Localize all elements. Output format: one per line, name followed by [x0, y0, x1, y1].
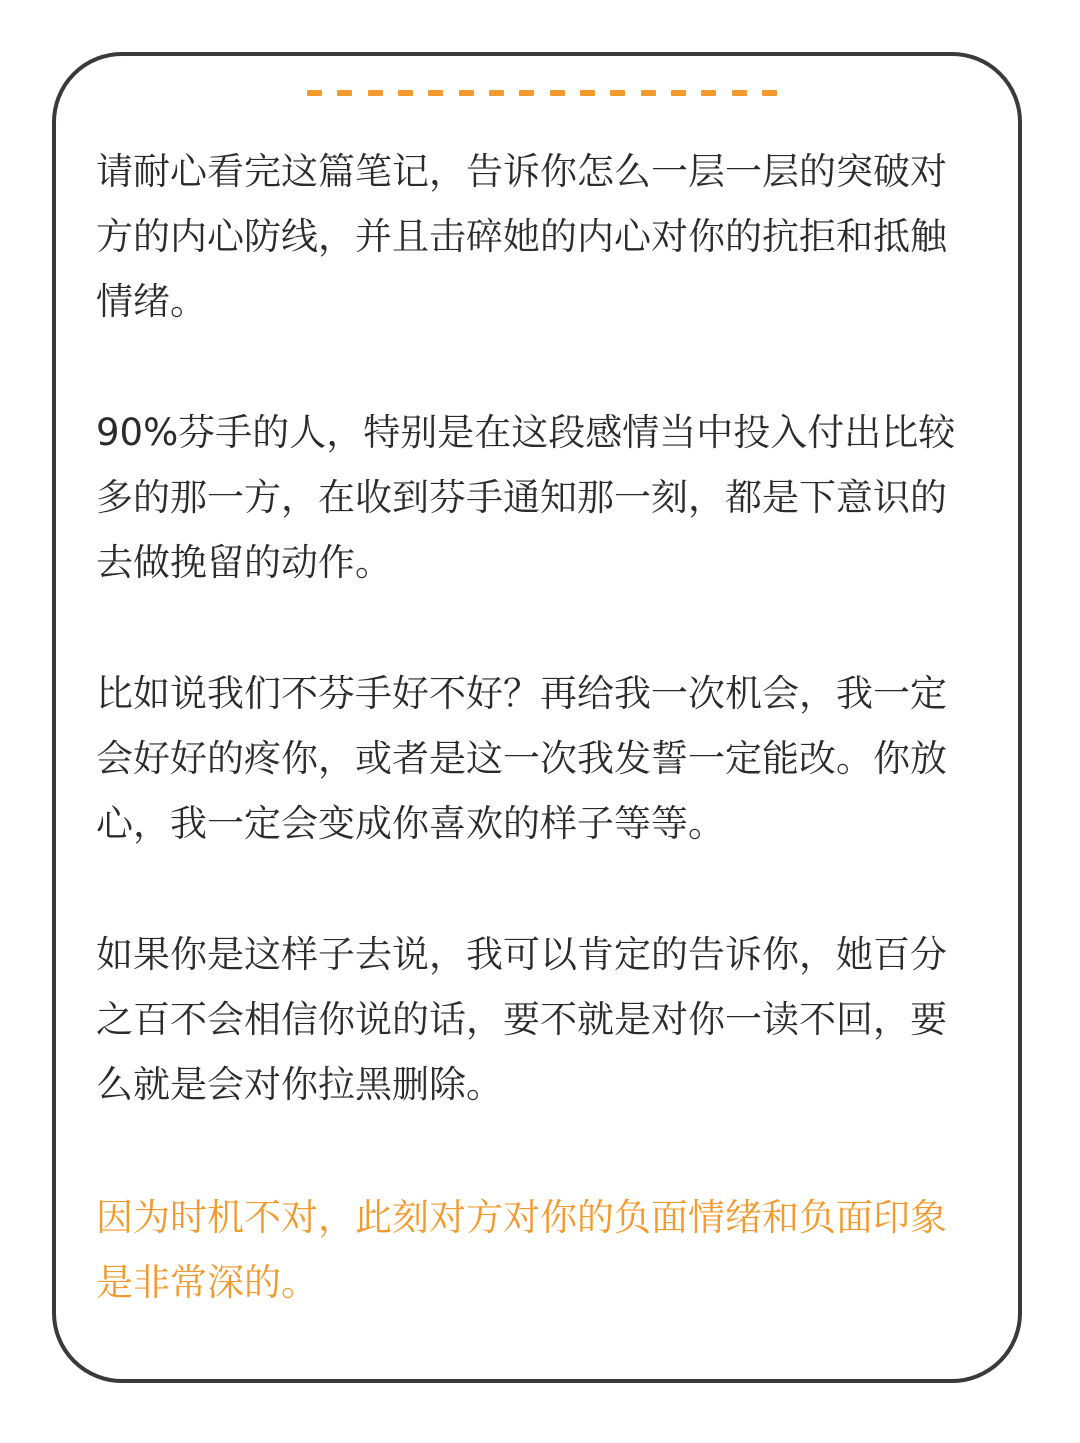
orange-dashed-divider [307, 90, 777, 96]
paragraph-breakup-reaction: 90%芬手的人，特别是在这段感情当中投入付出比较多的那一方，在收到芬手通知那一刻，都是下意识的去做挽留的动作。 [96, 411, 956, 584]
paragraph-highlight-reason: 因为时机不对，此刻对方对你的负面情绪和负面印象是非常深的。 [96, 1196, 947, 1304]
paragraph-consequence: 如果你是这样子去说，我可以肯定的告诉你，她百分之百不会相信你说的话，要不就是对你一读不回，要么就是会对你拉黑删除。 [96, 933, 947, 1106]
paragraph-intro: 请耐心看完这篇笔记，告诉你怎么一层一层的突破对方的内心防线，并且击碎她的内心对你的抗拒和抵触情绪。 [96, 150, 947, 323]
paragraph-example-pleas: 比如说我们不芬手好不好？再给我一次机会，我一定会好好的疼你，或者是这一次我发誓一定能改。你放心，我一定会变成你喜欢的样子等等。 [96, 672, 947, 845]
